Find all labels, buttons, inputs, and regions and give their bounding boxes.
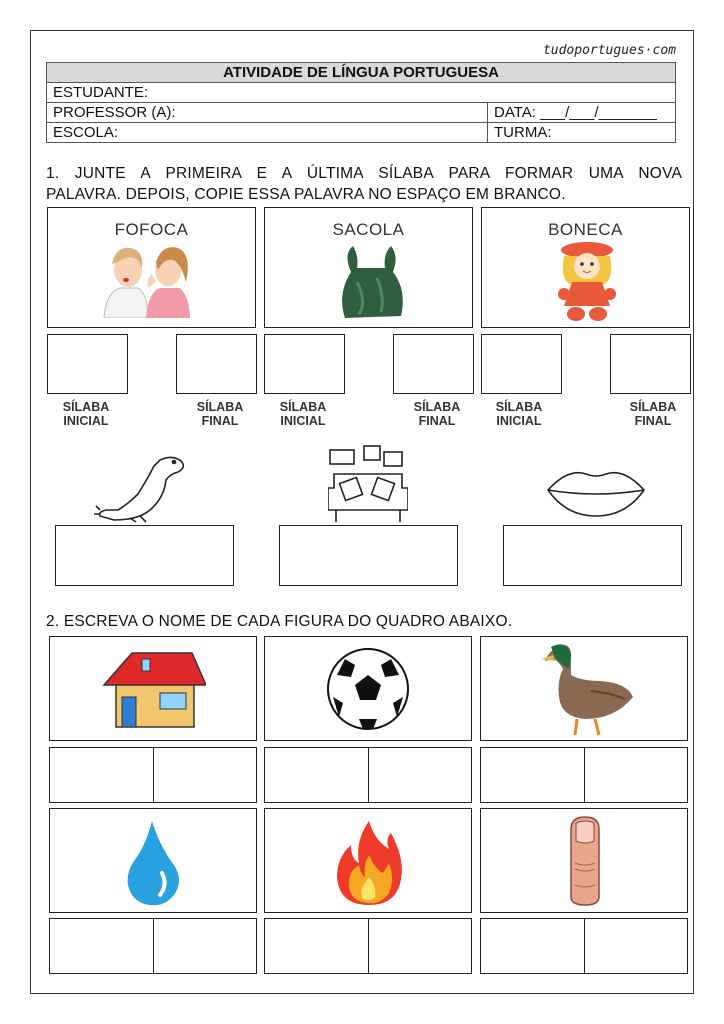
site-watermark: tudoportugues·com [542,43,676,58]
student-field[interactable]: ESTUDANTE: [47,83,676,103]
initial-label: SÍLABA INICIAL [62,400,110,428]
answer-box-2[interactable] [279,525,458,586]
answer-split-3[interactable] [480,747,688,803]
question-1-line2: PALAVRA. DEPOIS, COPIE ESSA PALAVRA NO ESPAÇO EM BRANCO. [46,186,566,203]
question-1 [46,163,682,205]
answer-split-2[interactable] [264,747,472,803]
teacher-field[interactable]: PROFESSOR (A): [47,103,488,123]
answer-split-4[interactable] [49,918,257,974]
worksheet-title: ATIVIDADE DE LÍNGUA PORTUGUESA [47,63,676,83]
answer-box-3[interactable] [503,525,682,586]
sofa-icon [328,444,408,524]
gossip-girls-icon [98,242,193,318]
final-label: SÍLABA FINAL [629,400,677,428]
initial-syllable-box[interactable] [481,334,562,394]
final-syllable-box[interactable] [176,334,257,394]
word-label: SACOLA [332,220,405,239]
question-2: 2. ESCREVA O NOME DE CADA FIGURA DO QUADRO ABAIXO. [46,613,513,630]
final-syllable-box[interactable] [610,334,691,394]
answer-box-1[interactable] [55,525,234,586]
word-label: BONECA [548,220,623,239]
finger-icon [565,815,605,907]
picture-card-water [49,808,257,913]
initial-label: SÍLABA INICIAL [279,400,327,428]
initial-syllable-box[interactable] [264,334,345,394]
final-label: SÍLABA FINAL [196,400,244,428]
answer-split-6[interactable] [480,918,688,974]
water-drop-icon [122,819,182,907]
answer-split-1[interactable] [49,747,257,803]
final-label: SÍLABA FINAL [413,400,461,428]
class-field[interactable]: TURMA: [488,123,676,143]
plastic-bag-icon [337,242,407,320]
picture-card-fire [264,808,472,913]
soccer-ball-icon [325,647,411,731]
final-syllable-box[interactable] [393,334,474,394]
picture-card-ball [264,636,472,741]
duck-icon [541,641,637,739]
house-icon [102,649,206,729]
school-field[interactable]: ESCOLA: [47,123,488,143]
initial-syllable-box[interactable] [47,334,128,394]
doll-icon [556,240,618,322]
word-card-sacola [264,207,473,328]
picture-card-house [49,636,257,741]
picture-card-finger [480,808,688,913]
initial-label: SÍLABA INICIAL [495,400,543,428]
word-card-boneca [481,207,690,328]
picture-card-duck [480,636,688,741]
word-label: FOFOCA [114,220,189,239]
question-1-line1: 1. JUNTE A PRIMEIRA E A ÚLTIMA SÍLABA PARA FORMAR UMA NOVA [46,165,682,182]
seal-icon [94,448,190,524]
fire-icon [335,819,405,907]
header-table [46,62,676,143]
answer-split-5[interactable] [264,918,472,974]
word-card-fofoca [47,207,256,328]
lips-icon [546,466,646,518]
date-field[interactable]: DATA: ___/___/_______ [488,103,676,123]
